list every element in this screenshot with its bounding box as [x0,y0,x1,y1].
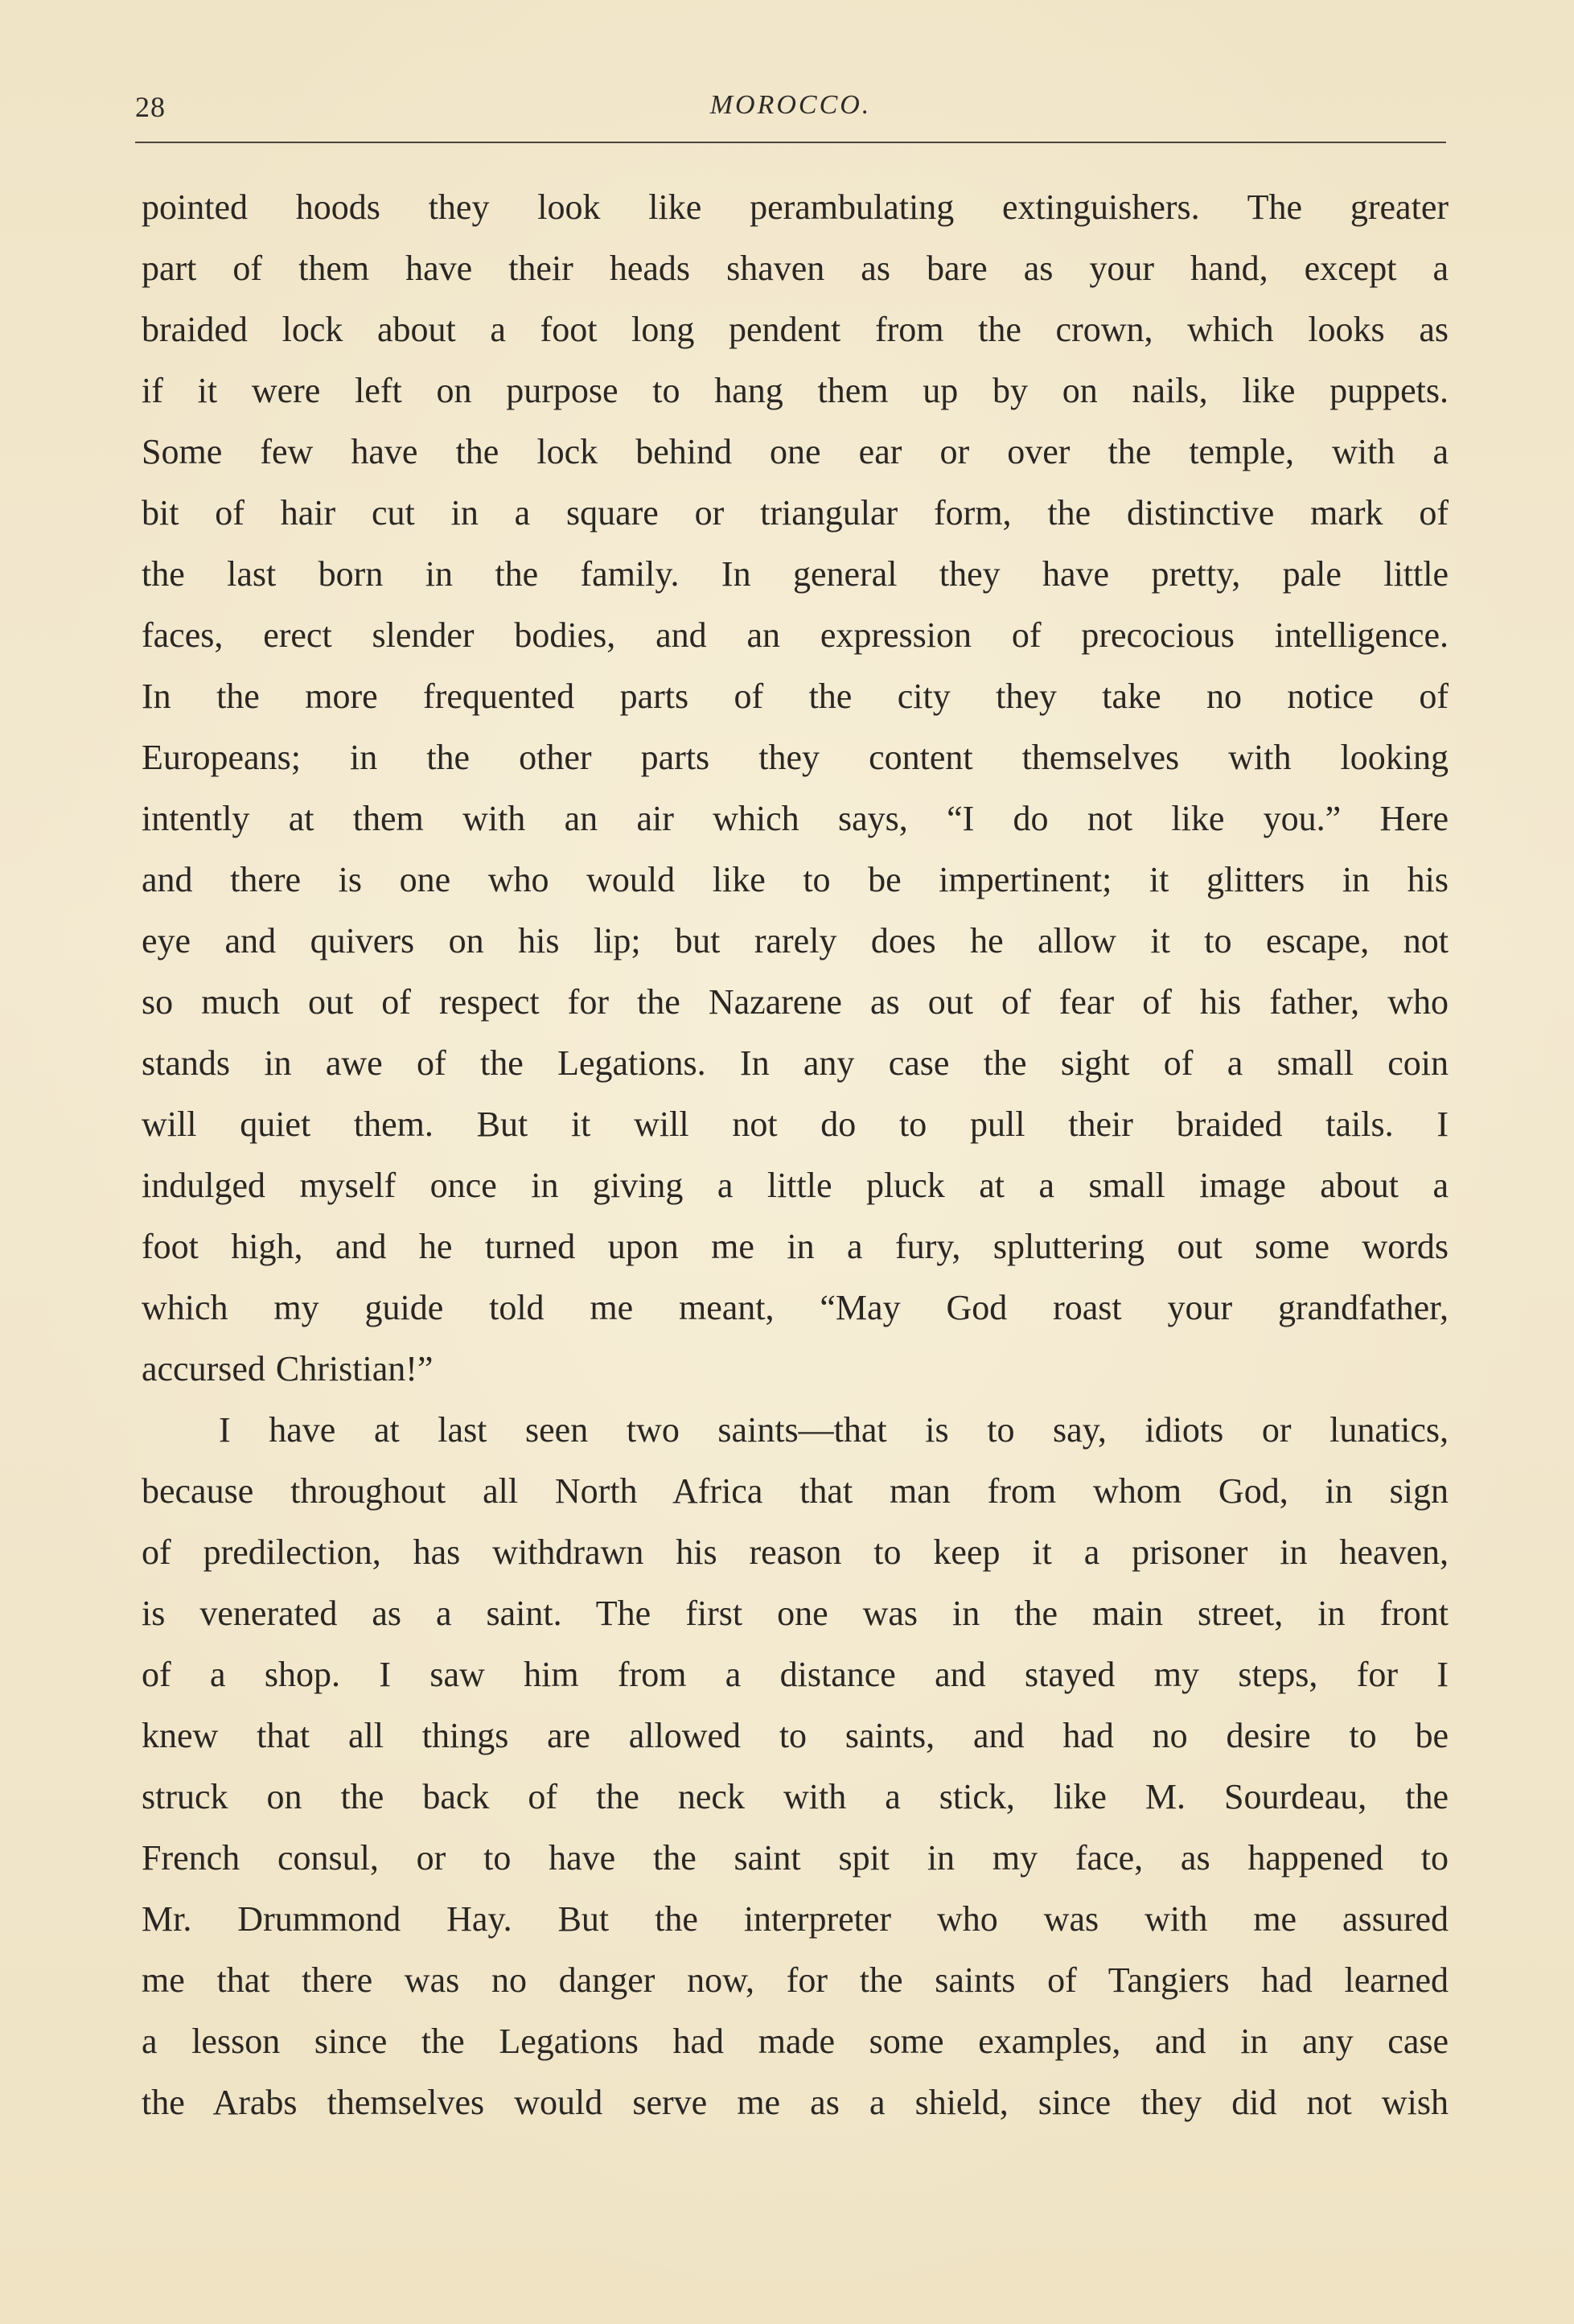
text-line: me that there was no danger now, for the saints of Tangiers had learned [142,1960,1449,2000]
text-line: if it were left on purpose to hang them up by on nails, like puppets. [142,371,1449,410]
text-line: of a shop. I saw him from a distance and stayed my steps, for I [142,1655,1449,1694]
running-head: MOROCCO. [709,90,872,120]
text-line: French consul, or to have the saint spit in my face, as happened to [142,1838,1449,1878]
text-line: knew that all things are allowed to saints, and had no desire to be [142,1716,1449,1755]
text-line: of predilection, has withdrawn his reason to keep it a prisoner in heaven, [142,1532,1449,1572]
text-line: Some few have the lock behind one ear or over the temple, with a [142,432,1449,471]
text-line: foot high, and he turned upon me in a fury, spluttering out some words [142,1227,1449,1266]
text-line: eye and quivers on his lip; but rarely does he allow it to escape, not [142,921,1449,960]
text-line: Mr. Drummond Hay. But the interpreter who was with me assured [142,1899,1449,1939]
text-line: accursed Christian!” [142,1349,434,1388]
text-line: bit of hair cut in a square or triangular form, the distinctive mark of [142,493,1449,533]
text-line: which my guide told me meant, “May God roast your grandfather, [142,1288,1449,1327]
page-header [135,90,1446,138]
text-line: In the more frequented parts of the city they take no notice of [142,677,1449,716]
text-line: so much out of respect for the Nazarene as out of fear of his father, who [142,982,1449,1022]
body-text [142,177,1449,2133]
text-line: struck on the back of the neck with a stick, like M. Sourdeau, the [142,1777,1449,1816]
text-line: intently at them with an air which says, “I do not like you.” Here [142,799,1449,838]
header-rule [135,142,1446,143]
text-line: Europeans; in the other parts they content themselves with looking [142,738,1449,777]
text-line: pointed hoods they look like perambulating extinguishers. The greater [142,187,1449,227]
text-line: part of them have their heads shaven as bare as your hand, except a [142,249,1449,288]
text-line: braided lock about a foot long pendent from the crown, which looks as [142,310,1449,349]
text-line: the last born in the family. In general they have pretty, pale little [142,554,1449,594]
text-line: is venerated as a saint. The first one was in the main street, in front [142,1594,1449,1633]
text-line: the Arabs themselves would serve me as a shield, since they did not wish [142,2083,1449,2122]
text-line: will quiet them. But it will not do to pull their braided tails. I [142,1104,1449,1144]
text-line: a lesson since the Legations had made some examples, and in any case [142,2022,1449,2061]
text-line: indulged myself once in giving a little pluck at a small image about a [142,1166,1449,1205]
text-line: faces, erect slender bodies, and an expression of precocious intelligence. [142,615,1449,655]
text-line: stands in awe of the Legations. In any case the sight of a small coin [142,1043,1449,1083]
text-line: because throughout all North Africa that man from whom God, in sign [142,1471,1449,1511]
page-number: 28 [135,91,166,123]
paragraph-start-line: I have at last seen two saints—that is to say, idiots or lunatics, [219,1410,1449,1450]
text-line: and there is one who would like to be impertinent; it glitters in his [142,860,1449,899]
